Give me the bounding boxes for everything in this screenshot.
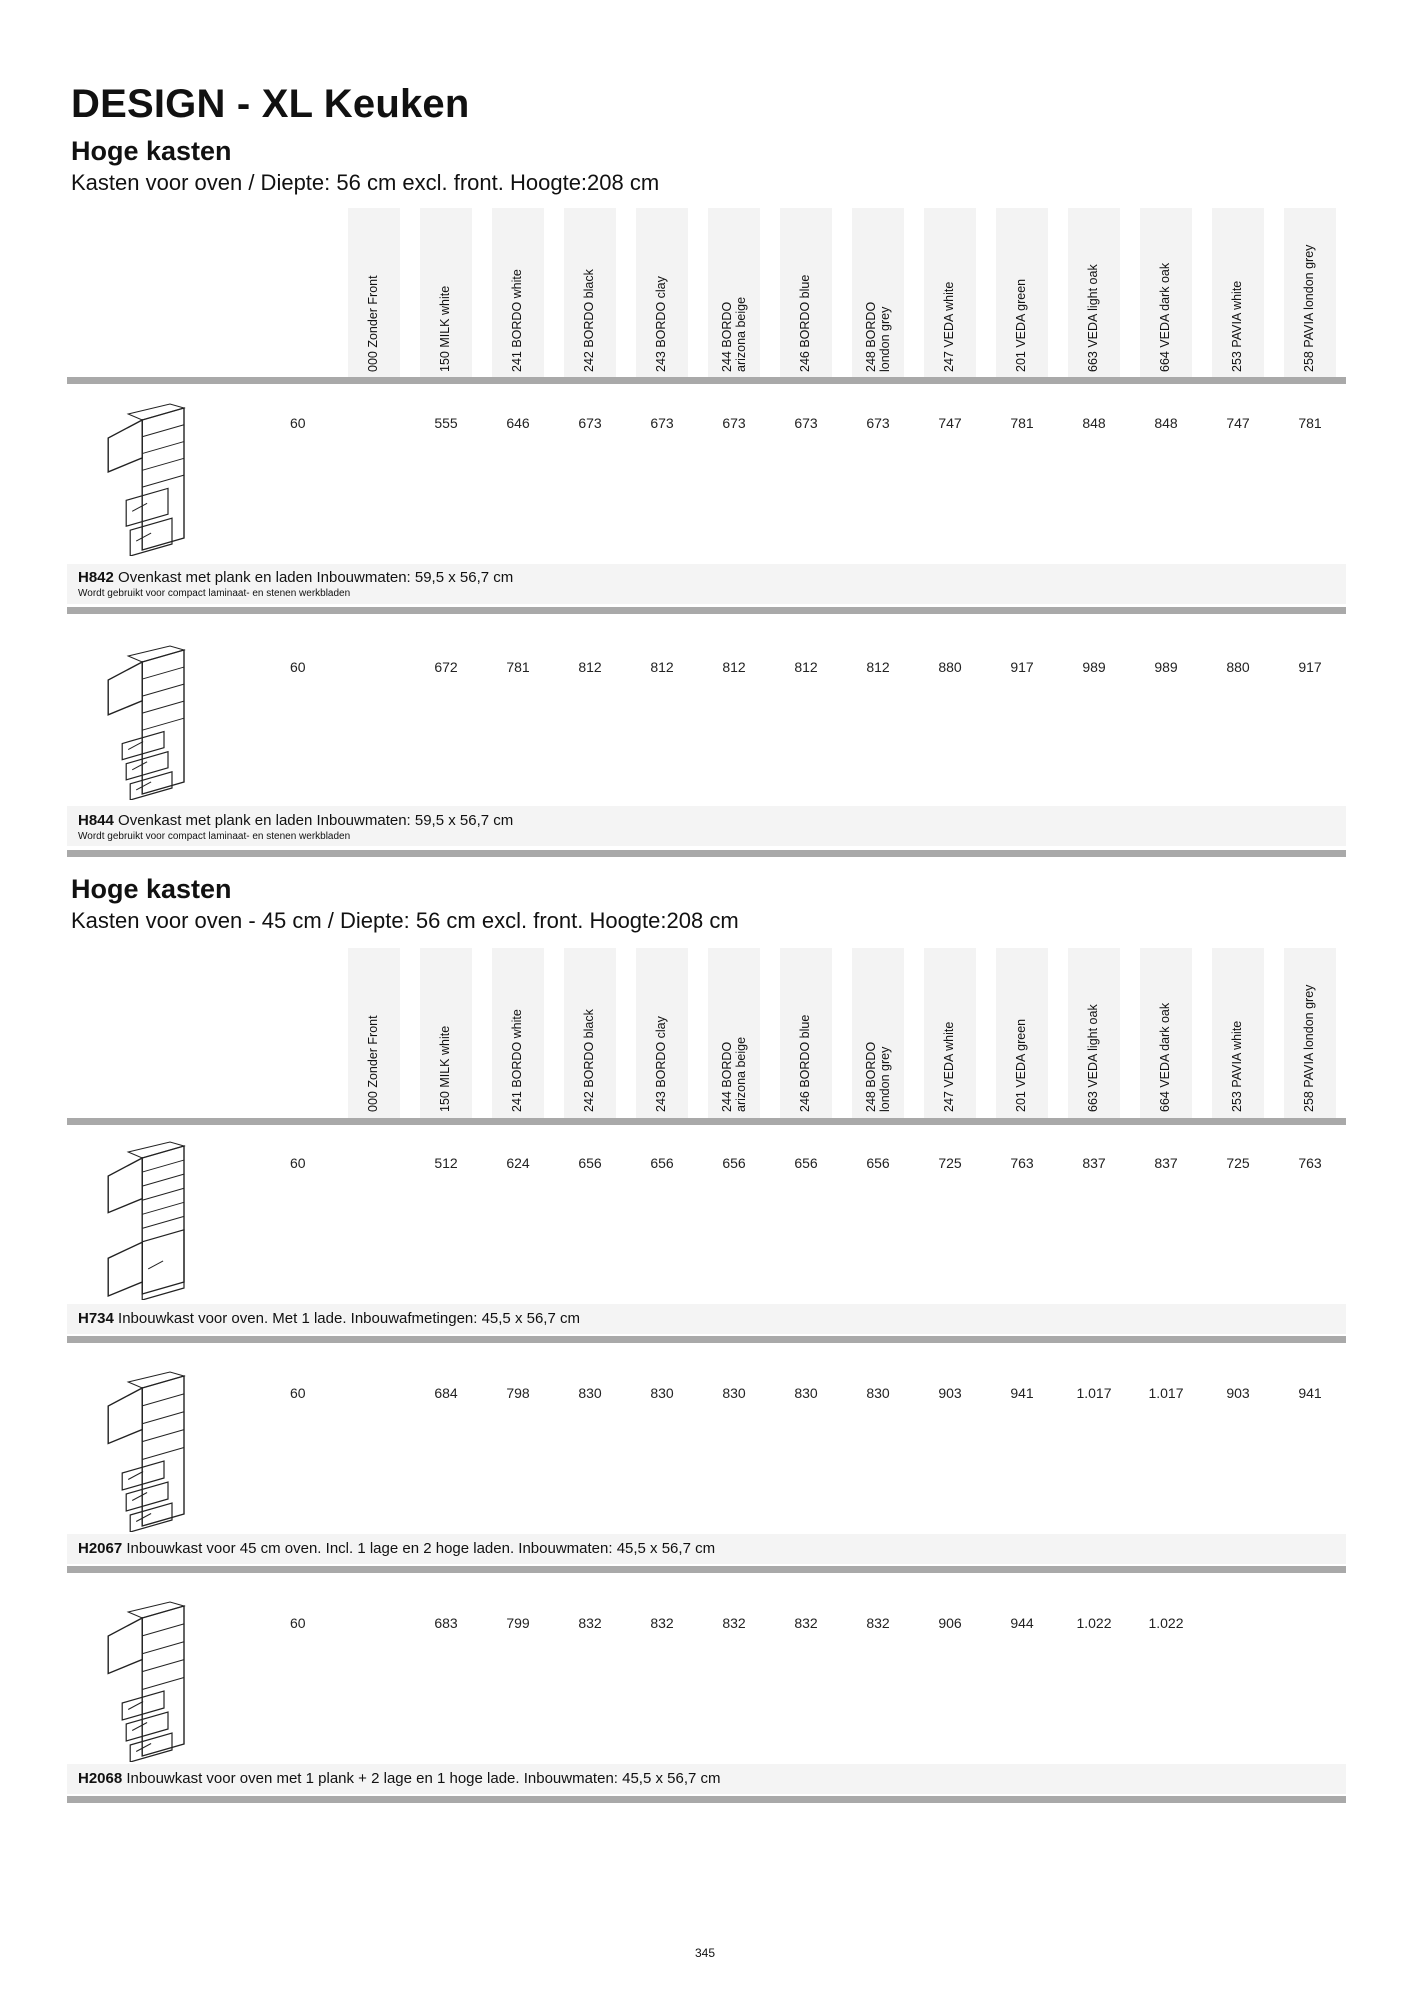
cabinet-drawing-icon	[96, 640, 206, 805]
cabinet-drawing-icon	[96, 1366, 206, 1537]
column-header-line: 244 BORDO	[720, 1041, 734, 1112]
price-cell: 848	[1082, 415, 1106, 431]
price-cell: 747	[938, 415, 962, 431]
price-cell: 832	[866, 1615, 890, 1631]
column-header	[1014, 952, 1054, 1112]
price-cell: 673	[722, 415, 746, 431]
price-cell: 1.022	[1148, 1615, 1184, 1631]
cabinet-width: 60	[290, 659, 306, 675]
article-note: Wordt gebruikt voor compact laminaat- en stenen werkbladen	[78, 831, 351, 842]
column-header-line: 247 VEDA white	[942, 1021, 956, 1112]
price-cell: 684	[434, 1385, 458, 1401]
price-cell: 830	[722, 1385, 746, 1401]
price-cell: 989	[1082, 659, 1106, 675]
price-cell: 830	[578, 1385, 602, 1401]
header-divider	[67, 1118, 1346, 1125]
article-text: Inbouwkast voor oven met 1 plank + 2 lage en 1 hoge lade. Inbouwmaten: 45,5 x 56,7 cm	[126, 1770, 721, 1787]
price-cell: 989	[1154, 659, 1178, 675]
article-text: Inbouwkast voor oven. Met 1 lade. Inbouwafmetingen: 45,5 x 56,7 cm	[118, 1310, 580, 1327]
article-note: Wordt gebruikt voor compact laminaat- en stenen werkbladen	[78, 588, 351, 599]
price-cell: 1.022	[1076, 1615, 1112, 1631]
section-title: Hoge kasten	[71, 136, 232, 166]
column-header-line: 244 BORDO	[720, 301, 734, 372]
column-header-line: 247 VEDA white	[942, 281, 956, 372]
article-text: Ovenkast met plank en laden Inbouwmaten: 59,5 x 56,7 cm	[118, 812, 514, 829]
article-code: H2067	[78, 1540, 123, 1557]
article-description	[78, 1540, 715, 1557]
column-header	[942, 952, 982, 1112]
column-header	[1230, 952, 1270, 1112]
column-header-line: 253 PAVIA white	[1230, 1020, 1244, 1112]
row-divider	[67, 850, 1346, 857]
article-code: H844	[78, 812, 114, 829]
column-header	[864, 212, 904, 372]
article-description	[78, 1310, 580, 1327]
column-header	[798, 212, 838, 372]
header-divider	[67, 377, 1346, 384]
price-cell: 832	[578, 1615, 602, 1631]
price-cell: 830	[866, 1385, 890, 1401]
column-header-line: 242 BORDO black	[582, 269, 596, 372]
article-description	[78, 569, 513, 586]
column-header	[1230, 212, 1270, 372]
article-text: Ovenkast met plank en laden Inbouwmaten: 59,5 x 56,7 cm	[118, 569, 514, 586]
price-cell: 624	[506, 1155, 530, 1171]
price-cell: 830	[794, 1385, 818, 1401]
price-cell: 725	[938, 1155, 962, 1171]
page-number: 345	[694, 1946, 716, 1960]
column-header	[366, 952, 406, 1112]
column-header-line: 663 VEDA light oak	[1086, 1004, 1100, 1112]
section-title: Hoge kasten	[71, 874, 232, 904]
column-header	[720, 212, 760, 372]
column-header-line: 150 MILK white	[438, 285, 452, 372]
price-cell: 512	[434, 1155, 458, 1171]
article-description	[78, 812, 513, 829]
price-cell: 555	[434, 415, 458, 431]
price-cell: 646	[506, 415, 530, 431]
column-header	[942, 212, 982, 372]
price-cell: 880	[938, 659, 962, 675]
column-header-line: london grey	[878, 1046, 892, 1112]
column-header	[1086, 952, 1126, 1112]
price-cell: 830	[650, 1385, 674, 1401]
column-header	[654, 212, 694, 372]
price-cell: 812	[650, 659, 674, 675]
column-header	[654, 952, 694, 1112]
price-cell: 837	[1082, 1155, 1106, 1171]
price-cell: 812	[866, 659, 890, 675]
price-cell: 944	[1010, 1615, 1034, 1631]
column-header	[798, 952, 838, 1112]
price-cell: 725	[1226, 1155, 1250, 1171]
column-header-line: 664 VEDA dark oak	[1158, 1002, 1172, 1112]
price-cell: 1.017	[1148, 1385, 1184, 1401]
column-header-line: 246 BORDO blue	[798, 274, 812, 372]
row-divider	[67, 1336, 1346, 1343]
column-header-line: 000 Zonder Front	[366, 1015, 380, 1112]
column-header-line: 150 MILK white	[438, 1025, 452, 1112]
column-header-line: 201 VEDA green	[1014, 278, 1028, 372]
price-cell: 781	[1298, 415, 1322, 431]
price-cell: 812	[578, 659, 602, 675]
article-code: H2068	[78, 1770, 123, 1787]
cabinet-width: 60	[290, 1615, 306, 1631]
price-cell: 672	[434, 659, 458, 675]
price-cell: 781	[1010, 415, 1034, 431]
column-header	[1302, 952, 1342, 1112]
column-header	[582, 212, 622, 372]
price-cell: 880	[1226, 659, 1250, 675]
price-cell: 941	[1298, 1385, 1322, 1401]
article-code: H842	[78, 569, 114, 586]
price-cell: 656	[722, 1155, 746, 1171]
column-header-line: 243 BORDO clay	[654, 276, 668, 372]
column-header	[510, 212, 550, 372]
price-cell: 941	[1010, 1385, 1034, 1401]
article-text: Inbouwkast voor 45 cm oven. Incl. 1 lage en 2 hoge laden. Inbouwmaten: 45,5 x 56,7 cm	[126, 1540, 716, 1557]
column-header	[510, 952, 550, 1112]
price-cell: 673	[794, 415, 818, 431]
article-description	[78, 1770, 721, 1787]
column-header-line: 241 BORDO white	[510, 1009, 524, 1112]
column-header	[864, 952, 904, 1112]
column-header	[1014, 212, 1054, 372]
column-header-line: 248 BORDO	[864, 1041, 878, 1112]
column-header-line: 243 BORDO clay	[654, 1016, 668, 1112]
page-title: DESIGN - XL Keuken	[71, 82, 470, 126]
price-cell: 656	[650, 1155, 674, 1171]
column-header	[582, 952, 622, 1112]
column-header	[438, 952, 478, 1112]
price-cell: 656	[578, 1155, 602, 1171]
column-header	[438, 212, 478, 372]
price-cell: 903	[938, 1385, 962, 1401]
column-header-line: 258 PAVIA london grey	[1302, 244, 1316, 372]
section-subtitle: Kasten voor oven / Diepte: 56 cm excl. front. Hoogte:208 cm	[71, 170, 660, 195]
column-header-line: 664 VEDA dark oak	[1158, 262, 1172, 372]
price-cell: 917	[1010, 659, 1034, 675]
column-header	[366, 212, 406, 372]
column-header	[720, 952, 760, 1112]
column-header	[1086, 212, 1126, 372]
cabinet-drawing-icon	[96, 1596, 206, 1767]
column-header-line: 663 VEDA light oak	[1086, 264, 1100, 372]
column-header-line: 000 Zonder Front	[366, 275, 380, 372]
price-cell: 917	[1298, 659, 1322, 675]
price-cell: 747	[1226, 415, 1250, 431]
column-header-line: 201 VEDA green	[1014, 1018, 1028, 1112]
price-cell: 837	[1154, 1155, 1178, 1171]
price-cell: 1.017	[1076, 1385, 1112, 1401]
price-cell: 673	[866, 415, 890, 431]
price-cell: 799	[506, 1615, 530, 1631]
column-header-line: 258 PAVIA london grey	[1302, 984, 1316, 1112]
price-cell: 673	[578, 415, 602, 431]
column-header-line: 248 BORDO	[864, 301, 878, 372]
column-header-line: arizona beige	[734, 296, 748, 372]
price-cell: 832	[722, 1615, 746, 1631]
price-cell: 812	[794, 659, 818, 675]
cabinet-drawing-icon	[96, 1136, 206, 1305]
price-cell: 832	[650, 1615, 674, 1631]
column-header	[1158, 212, 1198, 372]
cabinet-drawing-icon	[96, 398, 206, 561]
column-header-line: 242 BORDO black	[582, 1009, 596, 1112]
column-header-line: 241 BORDO white	[510, 269, 524, 372]
price-cell: 906	[938, 1615, 962, 1631]
column-header	[1158, 952, 1198, 1112]
column-header-line: london grey	[878, 306, 892, 372]
cabinet-width: 60	[290, 1385, 306, 1401]
column-header-line: 246 BORDO blue	[798, 1014, 812, 1112]
price-cell: 673	[650, 415, 674, 431]
row-divider	[67, 1566, 1346, 1573]
price-cell: 656	[866, 1155, 890, 1171]
article-code: H734	[78, 1310, 114, 1327]
price-cell: 656	[794, 1155, 818, 1171]
price-cell: 781	[506, 659, 530, 675]
price-cell: 798	[506, 1385, 530, 1401]
price-cell: 903	[1226, 1385, 1250, 1401]
price-cell: 763	[1010, 1155, 1034, 1171]
price-cell: 812	[722, 659, 746, 675]
cabinet-width: 60	[290, 1155, 306, 1171]
row-divider	[67, 1796, 1346, 1803]
price-cell: 683	[434, 1615, 458, 1631]
column-header-line: 253 PAVIA white	[1230, 280, 1244, 372]
price-cell: 832	[794, 1615, 818, 1631]
price-cell: 763	[1298, 1155, 1322, 1171]
column-header-line: arizona beige	[734, 1036, 748, 1112]
row-divider	[67, 607, 1346, 614]
cabinet-width: 60	[290, 415, 306, 431]
column-header	[1302, 212, 1342, 372]
section-subtitle: Kasten voor oven - 45 cm / Diepte: 56 cm excl. front. Hoogte:208 cm	[71, 908, 739, 933]
price-cell: 848	[1154, 415, 1178, 431]
